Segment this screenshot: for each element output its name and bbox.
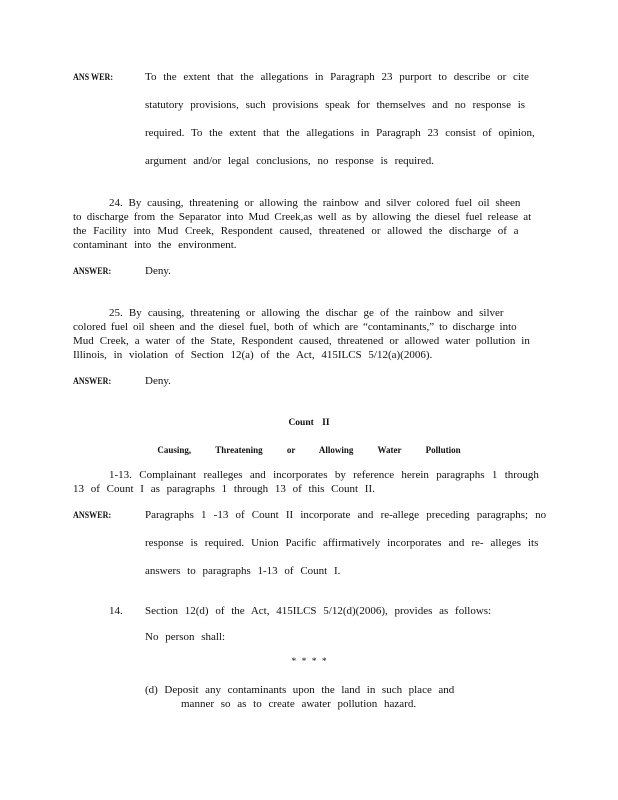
answer-label: ANSWER: [73,511,112,521]
no-person-line: No person shall: [145,631,226,643]
answer-line: response is required. Union Pacific affirmatively incorporates and re- alleges its [145,537,539,549]
answer-deny: Deny. [145,265,171,277]
answer-line: required. To the extent that the allegations in Paragraph 23 consist of opinion, [145,127,535,139]
paragraph-14-number: 14. [109,605,123,617]
answer-line: statutory provisions, such provisions speak for themselves and no response is [145,99,526,111]
paragraph-25-line: colored fuel oil sheen and the diesel fuel, both of which are “contaminants,” to discharge into [73,321,517,333]
count-subtitle: Causing, Threatening or Allowing Water Pollution [157,445,461,455]
answer-label: ANSWER: [73,377,112,387]
paragraph-1-13-line: 1-13. Complainant realleges and incorporates by reference herein paragraphs 1 through [109,469,539,481]
count-title: Count II [288,418,330,428]
answer-label: ANS WER: [73,73,114,83]
ellipsis-stars: * * * * [291,657,327,667]
deposit-line: (d) Deposit any contaminants upon the land in such place and [145,684,455,696]
paragraph-25-line: Mud Creek, a water of the State, Respondent caused, threatened or allowed water pollution in [73,335,530,347]
answer-line: argument and/or legal conclusions, no response is required. [145,155,434,167]
answer-line: To the extent that the allegations in Paragraph 23 purport to describe or cite [145,71,529,83]
paragraph-24-line: to discharge from the Separator into Mud Creek,as well as by allowing the diesel fuel release at [73,211,532,223]
deposit-line: manner so as to create awater pollution hazard. [181,698,417,710]
paragraph-24-line: contaminant into the environment. [73,239,237,251]
paragraph-24-line: the Facility into Mud Creek, Respondent caused, threatened or allowed the discharge of a [73,225,519,237]
paragraph-14-text: Section 12(d) of the Act, 415ILCS 5/12(d)(2006), provides as follows: [145,605,492,617]
paragraph-25-line: 25. By causing, threatening or allowing the dischar ge of the rainbow and silver [109,307,504,319]
paragraph-1-13-line: 13 of Count I as paragraphs 1 through 13 of this Count II. [73,483,375,495]
answer-line: Paragraphs 1 -13 of Count II incorporate and re-allege preceding paragraphs; no [145,509,547,521]
paragraph-25-line: Illinois, in violation of Section 12(a) of the Act, 415ILCS 5/12(a)(2006). [73,349,433,361]
paragraph-24-line: 24. By causing, threatening or allowing the rainbow and silver colored fuel oil sheen [109,197,521,209]
answer-deny: Deny. [145,375,171,387]
answer-label: ANSWER: [73,267,112,277]
answer-line: answers to paragraphs 1-13 of Count I. [145,565,341,577]
